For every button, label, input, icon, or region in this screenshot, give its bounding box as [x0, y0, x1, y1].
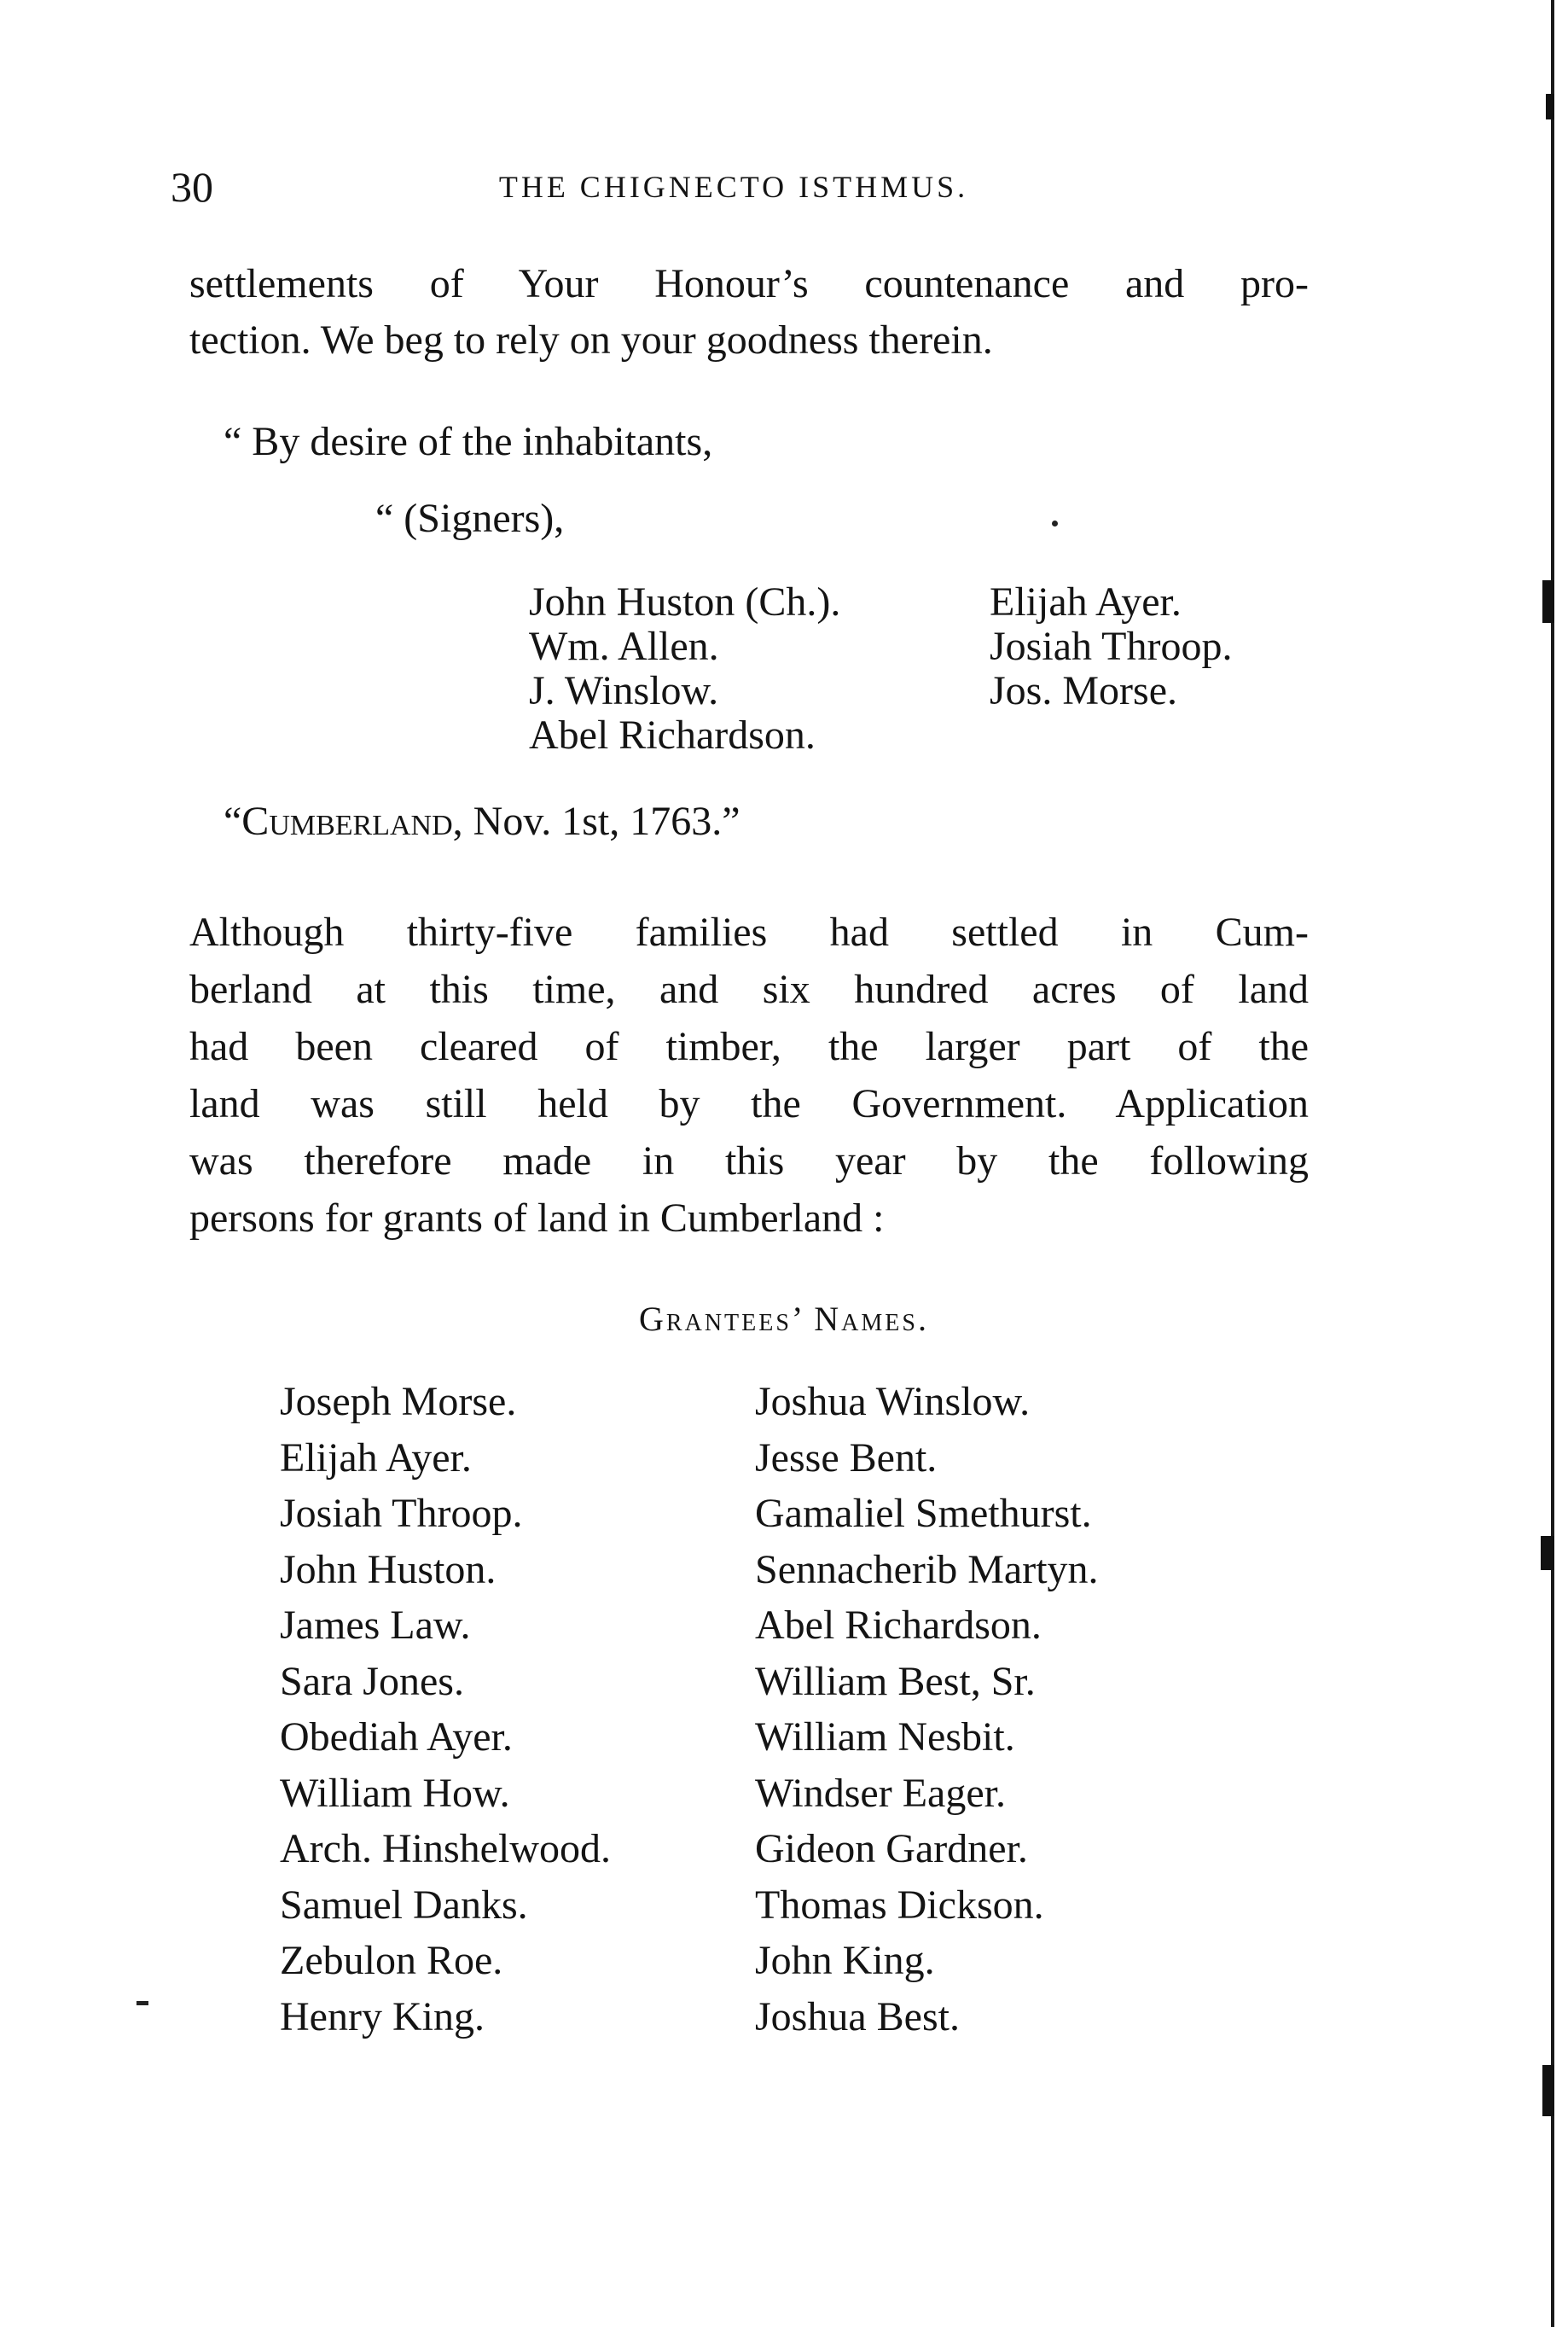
grantee-name: Gamaliel Smethurst.	[755, 1491, 1092, 1536]
letter-closing: “ By desire of the inhabitants,	[224, 419, 713, 464]
grantee-name: Abel Richardson.	[755, 1603, 1042, 1648]
letter-line-2: tection. We beg to rely on your goodness therein.	[189, 317, 993, 363]
binding-edge-mark	[1542, 580, 1554, 623]
grantee-name: Thomas Dickson.	[755, 1882, 1044, 1928]
binding-edge-mark	[1541, 1536, 1554, 1570]
grantee-name: Jesse Bent.	[755, 1434, 938, 1481]
grantee-name: John King.	[755, 1938, 935, 1983]
signer-name: Josiah Throop.	[990, 624, 1233, 669]
binding-edge-rule	[1551, 0, 1554, 2327]
letter-line-1: settlements of Your Honour’s countenance and pro-	[189, 261, 1309, 306]
grantee-name: William Nesbit.	[755, 1714, 1015, 1760]
grantee-name: Elijah Ayer.	[280, 1434, 472, 1481]
body-line-5: was therefore made in this year by the following	[189, 1138, 1309, 1184]
stray-dot	[1052, 521, 1058, 526]
signer-name: Elijah Ayer.	[990, 579, 1182, 625]
signer-name: Jos. Morse.	[990, 668, 1178, 713]
grantees-heading: Grantees’ Names.	[639, 1300, 929, 1338]
grantee-name: William Best, Sr.	[755, 1658, 1036, 1704]
grantee-name: Josiah Throop.	[280, 1491, 523, 1536]
grantee-name: Samuel Danks.	[280, 1882, 528, 1928]
letter-date: Nov. 1st, 1763.”	[462, 799, 740, 844]
binding-edge-mark	[1542, 2065, 1554, 2116]
body-line-2: berland at this time, and six hundred acres of land	[189, 967, 1309, 1012]
grantee-name: William How.	[280, 1770, 510, 1816]
grantee-name: Joshua Winslow.	[755, 1379, 1031, 1424]
signer-name: J. Winslow.	[529, 668, 719, 713]
signer-name: Wm. Allen.	[529, 624, 719, 669]
grantee-name: Joseph Morse.	[280, 1379, 517, 1424]
grantee-name: John Huston.	[280, 1546, 497, 1592]
body-line-3: had been cleared of timber, the larger part of the	[189, 1024, 1309, 1069]
signer-name: Abel Richardson.	[529, 713, 816, 758]
grantee-name: Henry King.	[280, 1993, 485, 2039]
running-head: THE CHIGNECTO ISTHMUS.	[498, 170, 969, 204]
signers-left-column	[529, 580, 840, 758]
grantee-name: Gideon Gardner.	[755, 1826, 1028, 1871]
signers-label: “ (Signers),	[375, 496, 565, 541]
stray-mark	[136, 2001, 148, 2005]
grantee-name: Sara Jones.	[280, 1658, 464, 1704]
grantee-name: Zebulon Roe.	[280, 1938, 503, 1983]
grantees-right-column	[755, 1374, 1099, 2045]
signers-right-column	[990, 580, 1232, 713]
body-line-6: persons for grants of land in Cumberland :	[189, 1195, 885, 1241]
body-line-4: land was still held by the Government. Application	[189, 1081, 1309, 1126]
grantee-name: Arch. Hinshelwood.	[280, 1826, 611, 1871]
letter-place: “Cumberland,	[224, 799, 463, 844]
grantee-name: Obediah Ayer.	[280, 1714, 513, 1760]
letter-place-date	[224, 798, 740, 845]
binding-edge-mark	[1546, 94, 1554, 119]
grantees-left-column	[280, 1374, 611, 2045]
body-line-1: Although thirty-five families had settled in Cum-	[189, 910, 1309, 955]
grantee-name: Windser Eager.	[755, 1770, 1006, 1816]
grantee-name: James Law.	[280, 1603, 471, 1648]
signer-name: John Huston (Ch.).	[529, 579, 841, 625]
grantee-name: Sennacherib Martyn.	[755, 1546, 1099, 1592]
page-header	[171, 162, 1297, 222]
page-number: 30	[171, 163, 213, 211]
grantee-name: Joshua Best.	[755, 1993, 960, 2039]
